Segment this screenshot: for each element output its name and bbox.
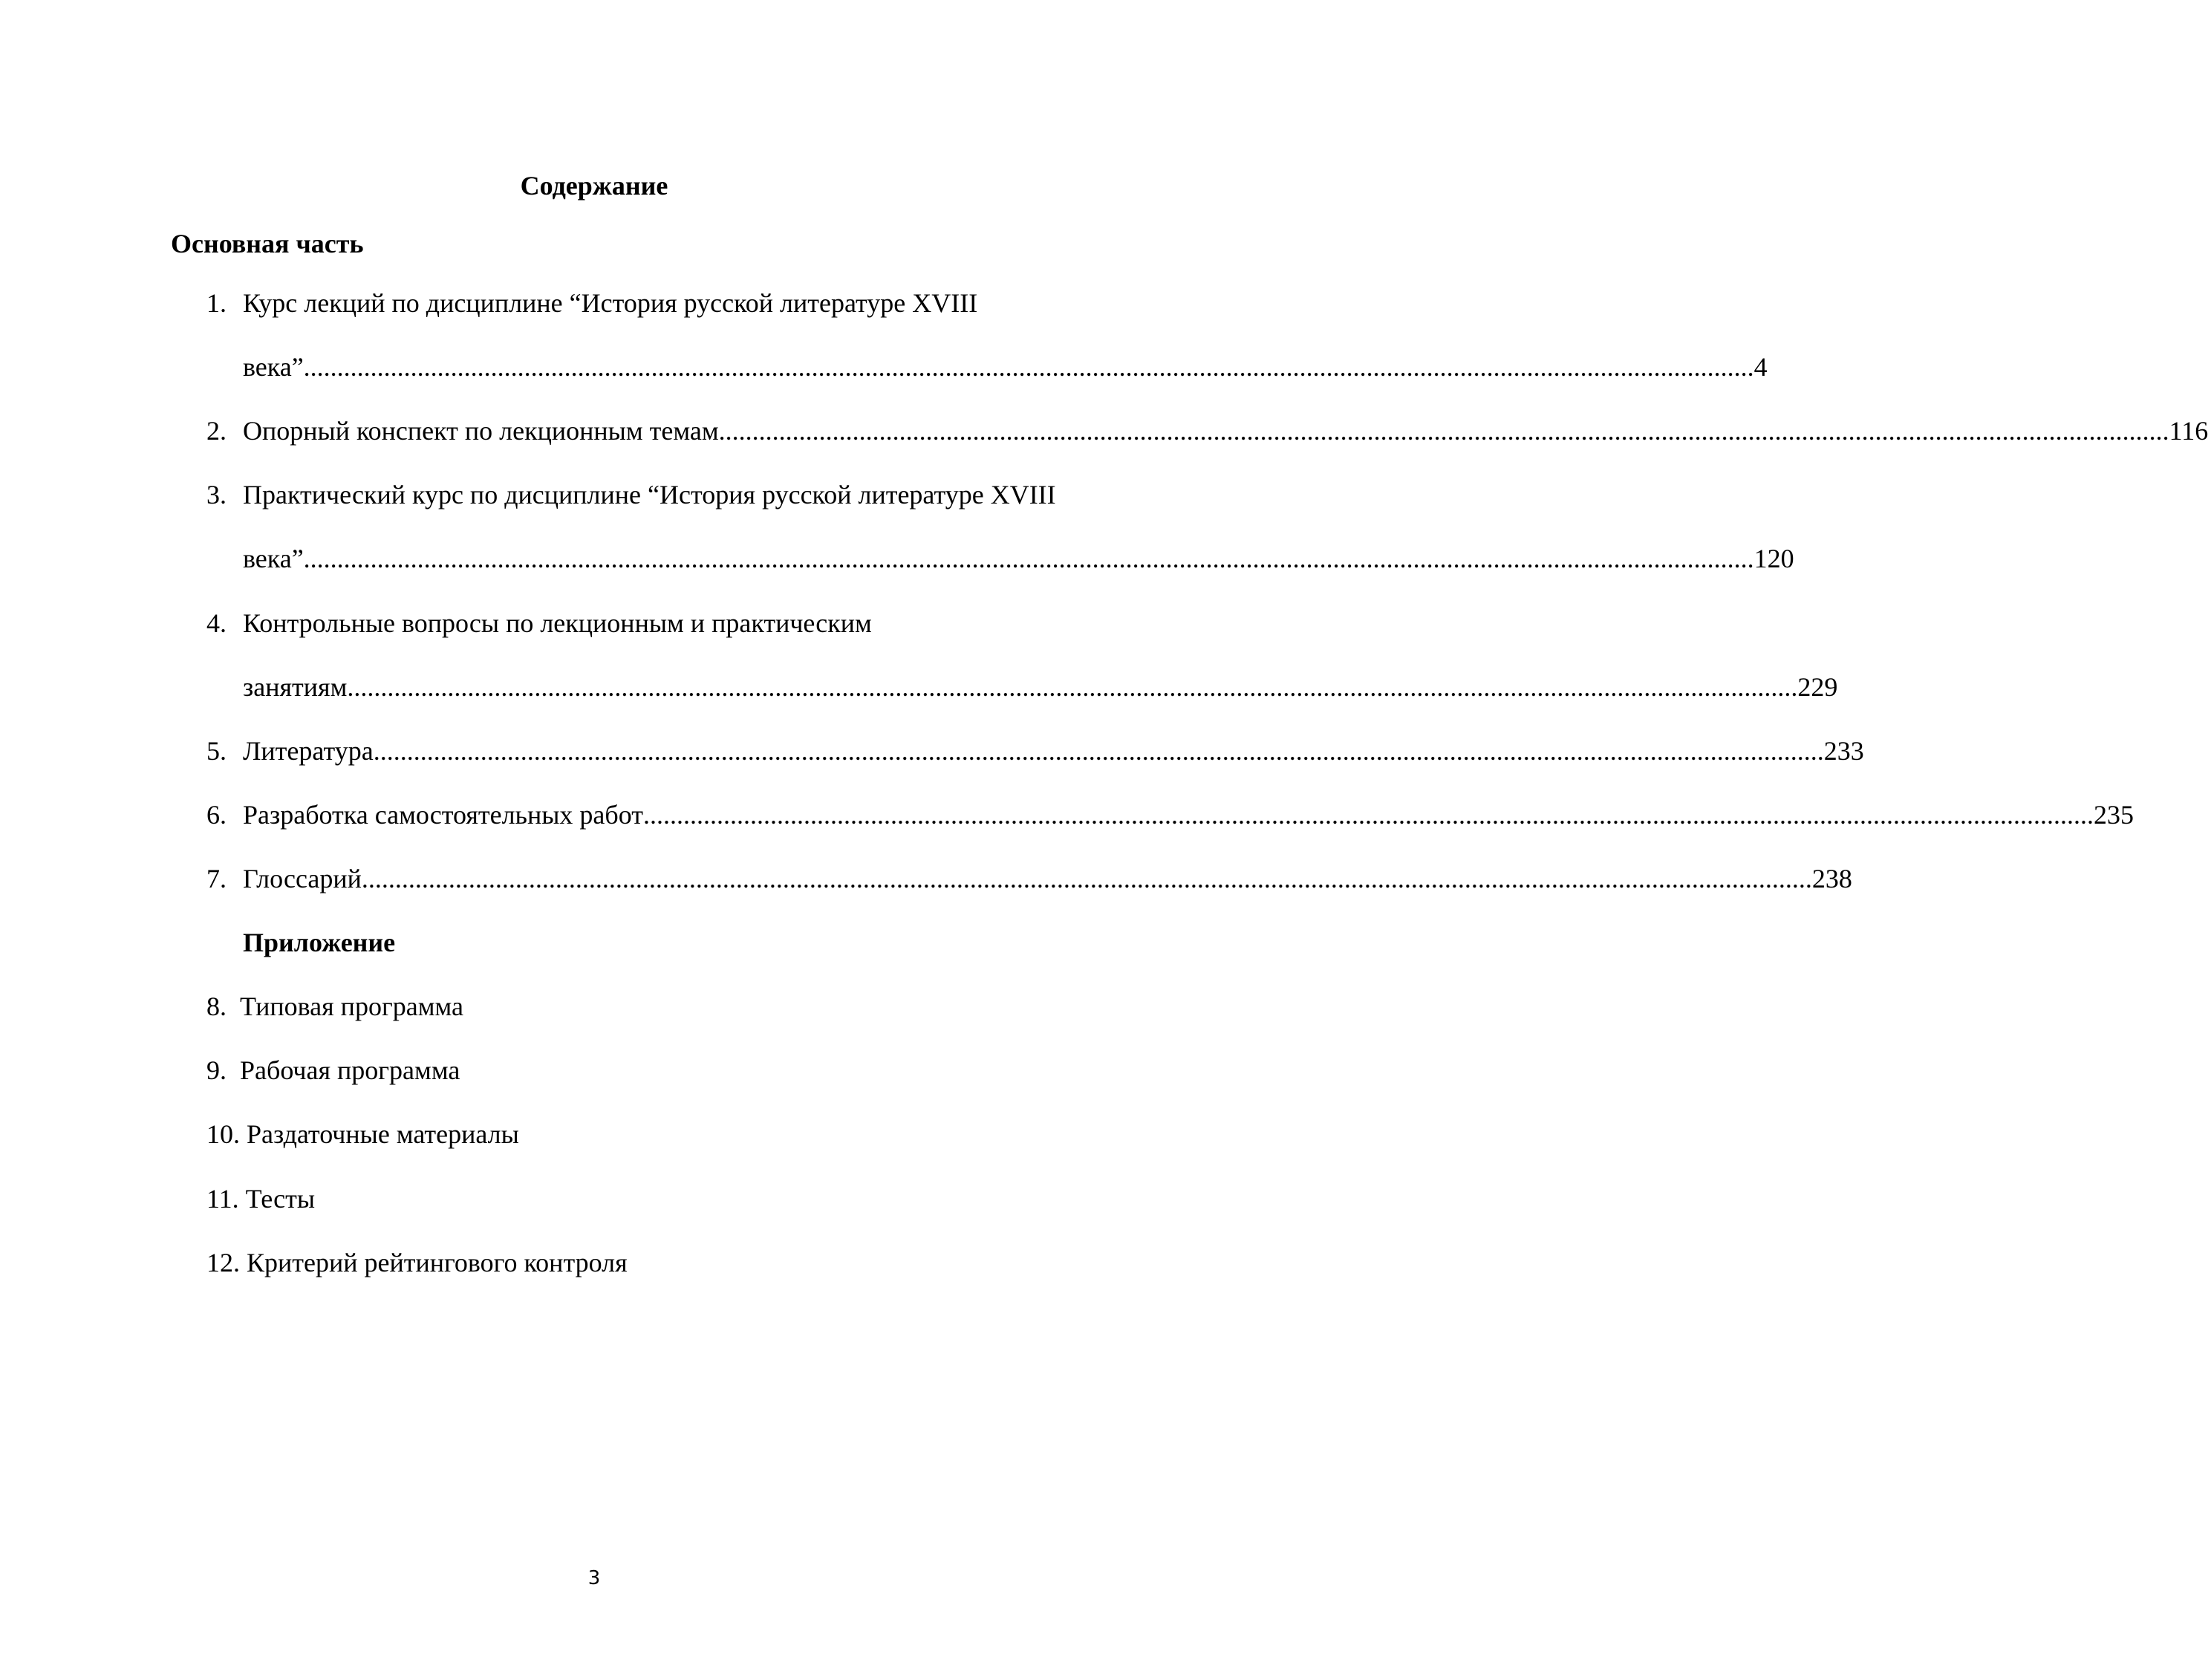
toc-page-number: 120 — [1753, 544, 1794, 573]
appendix-item: 8. Типовая программа — [206, 992, 463, 1021]
page-title: Содержание — [520, 171, 668, 201]
toc-entry-title-continued: века” — [243, 544, 304, 573]
toc-entry-title-continued: занятиям — [243, 672, 348, 702]
toc-entry-title: Опорный конспект по лекционным темам — [243, 416, 719, 446]
toc-entry-number: 1. — [206, 288, 227, 318]
toc-entry-leader[interactable] — [243, 413, 2208, 449]
toc-entry-number: 6. — [206, 800, 227, 830]
toc-page-number: 235 — [2093, 800, 2134, 830]
toc-entry-number: 3. — [206, 480, 227, 509]
toc-page-number: 4 — [1753, 352, 1768, 382]
toc-entry-leader[interactable] — [243, 797, 2134, 833]
appendix-item: 10. Раздаточные материалы — [206, 1119, 519, 1149]
dot-leader: ......................................................................................................................................................................................................................... — [642, 800, 2094, 830]
toc-entry-title: Глоссарий — [243, 864, 362, 893]
dot-leader: ......................................................................................................................................................................................................................... — [347, 672, 1798, 702]
toc-page-number: 116 — [2169, 416, 2208, 446]
toc-entry-leader[interactable] — [243, 349, 1768, 385]
toc-entry-leader[interactable] — [243, 733, 1864, 769]
toc-page-number: 233 — [1823, 736, 1864, 766]
toc-entry-leader[interactable] — [243, 669, 1838, 705]
toc-entry-title: Курс лекций по дисциплине “История русской литературе XVIII — [243, 288, 978, 318]
toc-entry-title-continued: века” — [243, 352, 304, 382]
dot-leader: ......................................................................................................................................................................................................................... — [303, 544, 1754, 573]
toc-page-number: 238 — [1811, 864, 1852, 893]
appendix-item: 12. Критерий рейтингового контроля — [206, 1248, 628, 1277]
dot-leader: ......................................................................................................................................................................................................................... — [373, 736, 1824, 766]
toc-entry-number: 7. — [206, 864, 227, 893]
toc-page-number: 229 — [1797, 672, 1838, 702]
toc-entry-leader[interactable] — [243, 541, 1794, 576]
toc-entry-number: 4. — [206, 608, 227, 638]
dot-leader: ......................................................................................................................................................................................................................... — [361, 864, 1812, 893]
toc-entry-number: 2. — [206, 416, 227, 446]
toc-entry-leader[interactable] — [243, 861, 1852, 896]
appendix-heading: Приложение — [243, 928, 396, 957]
main-section-heading: Основная часть — [171, 229, 364, 258]
dot-leader: ......................................................................................................................................................................................................................... — [718, 416, 2169, 446]
toc-entry-number: 5. — [206, 736, 227, 766]
appendix-item: 11. Тесты — [206, 1184, 316, 1214]
dot-leader: ......................................................................................................................................................................................................................... — [303, 352, 1754, 382]
appendix-item: 9. Рабочая программа — [206, 1055, 460, 1085]
toc-entry-title: Практический курс по дисциплине “История русской литературе XVIII — [243, 480, 1056, 509]
toc-entry-title: Литература — [243, 736, 374, 766]
page-number: 3 — [587, 1567, 601, 1589]
toc-entry-title: Контрольные вопросы по лекционным и практическим — [243, 608, 872, 638]
toc-entry-title: Разработка самостоятельных работ — [243, 800, 643, 830]
